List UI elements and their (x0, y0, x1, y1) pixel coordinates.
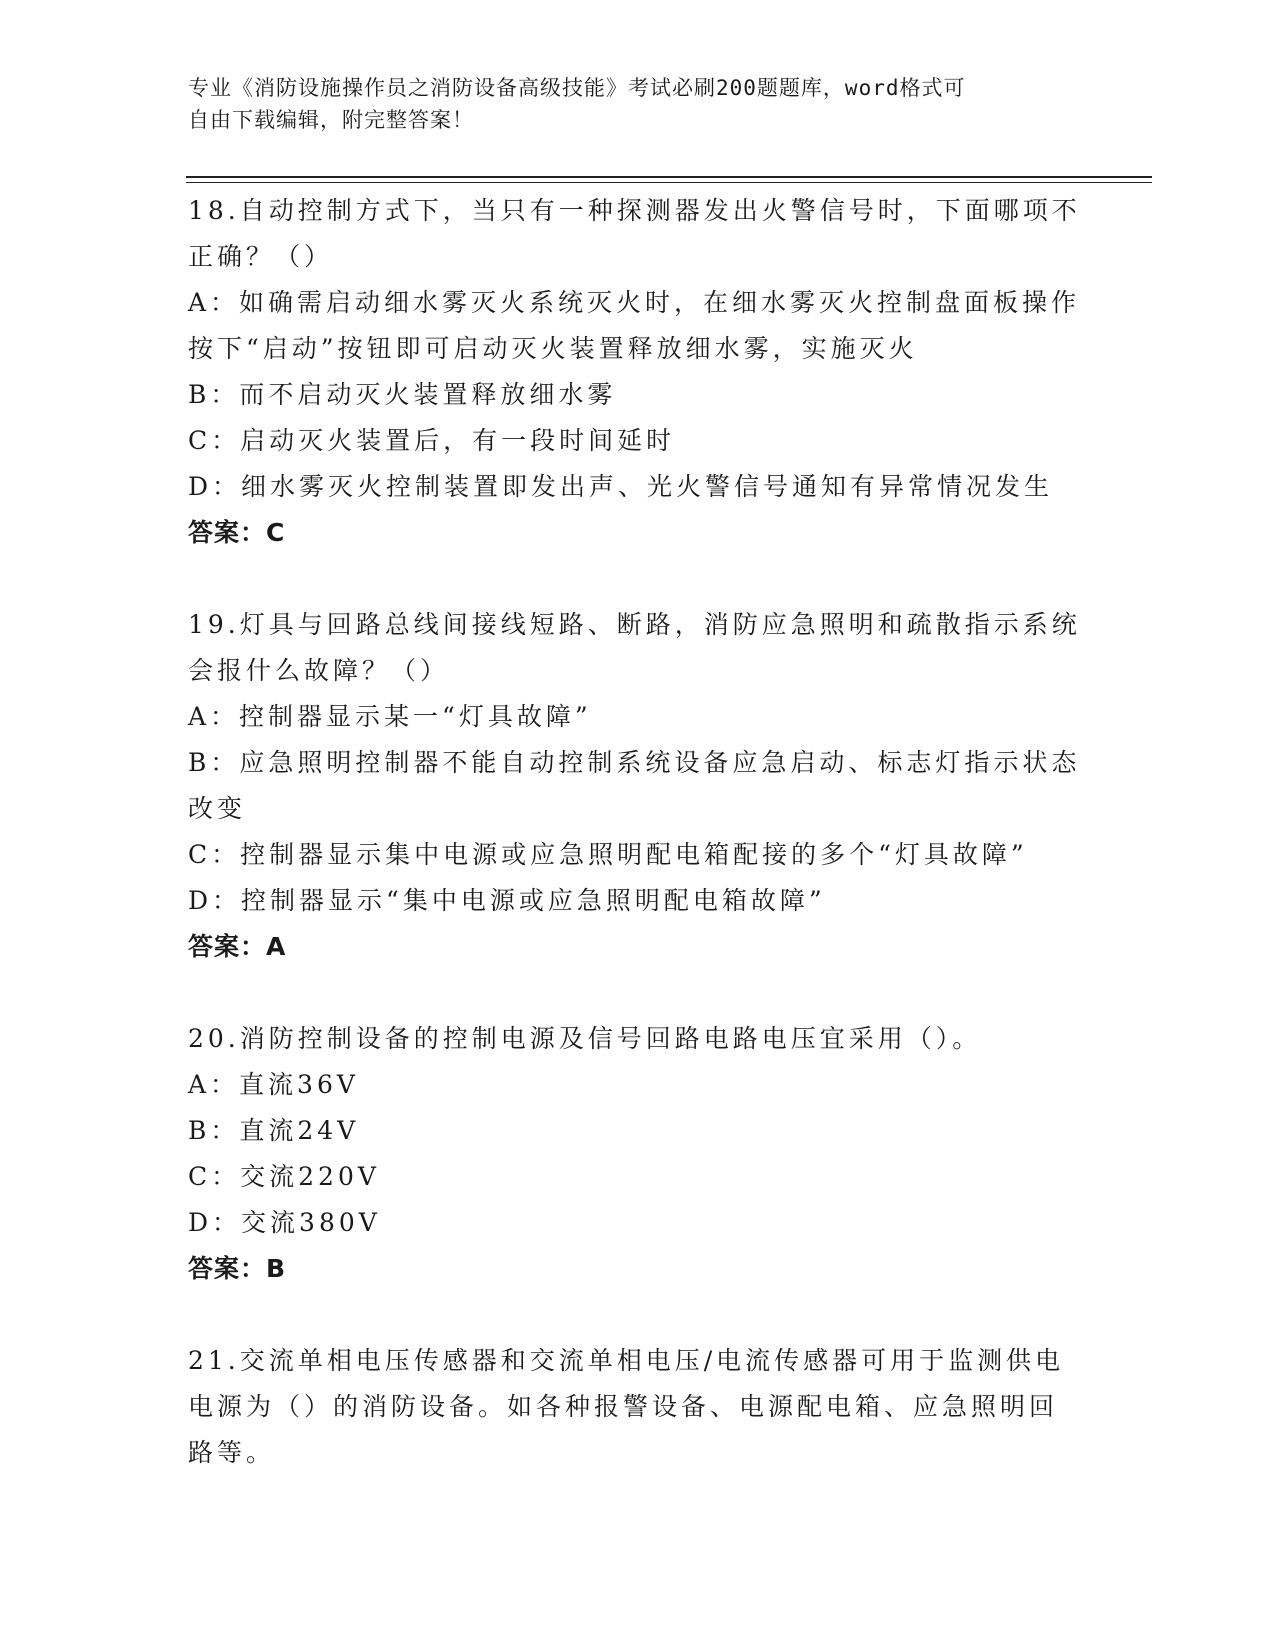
option-c: C：交流220V (188, 1162, 380, 1191)
question-text: 电源为（）的消防设备。如各种报警设备、电源配电箱、应急照明回 (188, 1392, 1059, 1421)
option-b: B：应急照明控制器不能自动控制系统设备应急启动、标志灯指示状态 (188, 748, 1081, 777)
header-line-2: 自由下载编辑，附完整答案！ (188, 108, 474, 132)
option-a: A：控制器显示某一“灯具故障” (188, 702, 592, 731)
option-d: D：细水雾灭火控制装置即发出声、光火警信号通知有异常情况发生 (188, 472, 1054, 501)
option-c: C：启动灭火装置后，有一段时间延时 (188, 426, 676, 455)
question-text: 正确？（） (188, 242, 334, 271)
document-header (188, 72, 1068, 136)
question-19 (188, 602, 1088, 970)
question-20 (188, 1016, 1088, 1292)
option-d: D：交流380V (188, 1208, 381, 1237)
answer: 答案：C (188, 518, 286, 547)
option-b: B：直流24V (188, 1116, 360, 1145)
question-21 (188, 1338, 1088, 1476)
header-divider-thick (186, 176, 1152, 178)
option-a: A：直流36V (188, 1070, 359, 1099)
option-c: C：控制器显示集中电源或应急照明配电箱配接的多个“灯具故障” (188, 840, 1028, 869)
answer: 答案：A (188, 932, 287, 961)
option-d: D：控制器显示“集中电源或应急照明配电箱故障” (188, 886, 826, 915)
option-a-cont: 按下“启动”按钮即可启动灭火装置释放细水雾，实施灭火 (188, 334, 918, 363)
question-text: 19.灯具与回路总线间接线短路、断路，消防应急照明和疏散指示系统 (188, 610, 1081, 639)
question-text: 路等。 (188, 1438, 276, 1467)
header-line-1: 专业《消防设施操作员之消防设备高级技能》考试必刷200题题库，word格式可 (188, 76, 966, 100)
question-text: 会报什么故障？（） (188, 656, 450, 685)
question-18 (188, 188, 1088, 556)
answer: 答案：B (188, 1254, 287, 1283)
option-b-cont: 改变 (188, 794, 247, 823)
question-text: 21.交流单相电压传感器和交流单相电压/电流传感器可用于监测供电 (188, 1346, 1065, 1375)
option-a: A：如确需启动细水雾灭火系统灭火时，在细水雾灭火控制盘面板操作 (188, 288, 1081, 317)
question-list (188, 188, 1088, 1476)
header-divider-thin (186, 182, 1152, 183)
option-b: B：而不启动灭火装置释放细水雾 (188, 380, 617, 409)
question-text: 20.消防控制设备的控制电源及信号回路电路电压宜采用（）。 (188, 1024, 982, 1053)
question-text: 18.自动控制方式下，当只有一种探测器发出火警信号时，下面哪项不 (188, 196, 1081, 225)
